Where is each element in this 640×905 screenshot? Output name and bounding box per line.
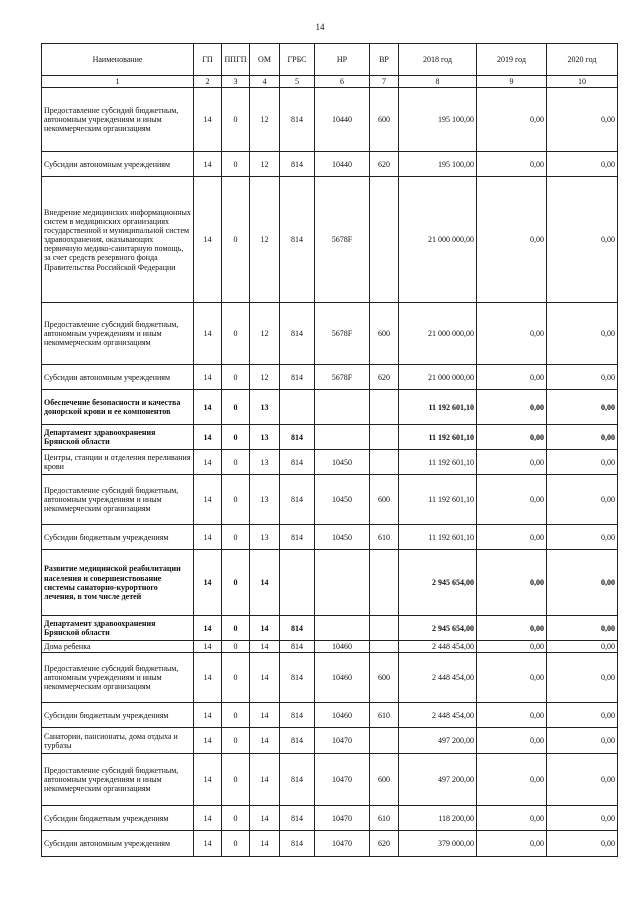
row-ppgp-cell: 0 xyxy=(222,831,250,857)
row-2018-cell: 497 200,00 xyxy=(399,754,477,806)
column-number: 3 xyxy=(222,76,250,88)
row-vr-cell xyxy=(370,425,399,450)
row-vr-cell: 610 xyxy=(370,703,399,728)
row-name-cell: Дома ребенка xyxy=(42,641,194,653)
row-gp-cell: 14 xyxy=(194,450,222,475)
row-gp-cell: 14 xyxy=(194,728,222,754)
row-grbs-cell: 814 xyxy=(280,754,315,806)
row-2020-cell: 0,00 xyxy=(547,303,618,365)
row-om-cell: 12 xyxy=(250,365,280,390)
row-nr-cell xyxy=(315,550,370,616)
row-name-cell: Предоставление субсидий бюджетным, автономным учреждениям и иным некоммерческим организациям xyxy=(42,88,194,152)
table-row xyxy=(42,425,618,450)
row-ppgp-cell: 0 xyxy=(222,450,250,475)
row-grbs-cell: 814 xyxy=(280,88,315,152)
row-nr-cell: 5678F xyxy=(315,177,370,303)
row-2018-cell: 21 000 000,00 xyxy=(399,303,477,365)
row-2018-cell: 2 945 654,00 xyxy=(399,616,477,641)
row-2019-cell: 0,00 xyxy=(477,450,547,475)
column-number-row xyxy=(42,76,618,88)
row-2018-cell: 21 000 000,00 xyxy=(399,177,477,303)
row-ppgp-cell: 0 xyxy=(222,365,250,390)
table-row xyxy=(42,88,618,152)
row-om-cell: 13 xyxy=(250,475,280,525)
row-vr-cell xyxy=(370,177,399,303)
row-2020-cell: 0,00 xyxy=(547,728,618,754)
row-grbs-cell: 814 xyxy=(280,303,315,365)
header-vr: ВР xyxy=(370,44,399,76)
row-2019-cell: 0,00 xyxy=(477,303,547,365)
row-name-cell: Департамент здравоохранения Брянской области xyxy=(42,616,194,641)
row-name-cell: Санатории, пансионаты, дома отдыха и турбазы xyxy=(42,728,194,754)
row-name-cell: Центры, станции и отделения переливания крови xyxy=(42,450,194,475)
row-2018-cell: 2 448 454,00 xyxy=(399,653,477,703)
budget-table xyxy=(41,43,618,857)
row-2019-cell: 0,00 xyxy=(477,152,547,177)
row-vr-cell xyxy=(370,616,399,641)
row-grbs-cell: 814 xyxy=(280,616,315,641)
row-2019-cell: 0,00 xyxy=(477,754,547,806)
header-2018: 2018 год xyxy=(399,44,477,76)
table-row xyxy=(42,550,618,616)
row-nr-cell: 10450 xyxy=(315,450,370,475)
row-2019-cell: 0,00 xyxy=(477,475,547,525)
row-name-cell: Предоставление субсидий бюджетным, автономным учреждениям и иным некоммерческим организациям xyxy=(42,303,194,365)
row-2018-cell: 11 192 601,10 xyxy=(399,525,477,550)
row-gp-cell: 14 xyxy=(194,806,222,831)
row-2019-cell: 0,00 xyxy=(477,550,547,616)
row-gp-cell: 14 xyxy=(194,616,222,641)
table-row xyxy=(42,703,618,728)
row-2019-cell: 0,00 xyxy=(477,831,547,857)
row-2019-cell: 0,00 xyxy=(477,728,547,754)
header-gp: ГП xyxy=(194,44,222,76)
table-row xyxy=(42,450,618,475)
row-2020-cell: 0,00 xyxy=(547,653,618,703)
row-gp-cell: 14 xyxy=(194,831,222,857)
row-gp-cell: 14 xyxy=(194,303,222,365)
row-gp-cell: 14 xyxy=(194,390,222,425)
row-om-cell: 14 xyxy=(250,754,280,806)
row-ppgp-cell: 0 xyxy=(222,616,250,641)
column-number: 6 xyxy=(315,76,370,88)
row-2020-cell: 0,00 xyxy=(547,525,618,550)
row-vr-cell: 600 xyxy=(370,475,399,525)
header-2019: 2019 год xyxy=(477,44,547,76)
row-grbs-cell: 814 xyxy=(280,152,315,177)
row-grbs-cell: 814 xyxy=(280,475,315,525)
row-om-cell: 13 xyxy=(250,525,280,550)
row-2020-cell: 0,00 xyxy=(547,152,618,177)
row-name-cell: Обеспечение безопасности и качества донорской крови и ее компонентов xyxy=(42,390,194,425)
row-2018-cell: 11 192 601,10 xyxy=(399,450,477,475)
row-vr-cell: 620 xyxy=(370,831,399,857)
row-nr-cell: 10450 xyxy=(315,475,370,525)
row-om-cell: 14 xyxy=(250,616,280,641)
header-grbs: ГРБС xyxy=(280,44,315,76)
table-row xyxy=(42,831,618,857)
row-grbs-cell: 814 xyxy=(280,641,315,653)
row-name-cell: Предоставление субсидий бюджетным, автономным учреждениям и иным некоммерческим организациям xyxy=(42,754,194,806)
row-2019-cell: 0,00 xyxy=(477,365,547,390)
row-ppgp-cell: 0 xyxy=(222,152,250,177)
table-row xyxy=(42,616,618,641)
row-om-cell: 14 xyxy=(250,806,280,831)
row-ppgp-cell: 0 xyxy=(222,88,250,152)
row-grbs-cell: 814 xyxy=(280,365,315,390)
row-2020-cell: 0,00 xyxy=(547,806,618,831)
row-2018-cell: 195 100,00 xyxy=(399,152,477,177)
row-nr-cell: 10450 xyxy=(315,525,370,550)
table-row xyxy=(42,365,618,390)
row-vr-cell: 610 xyxy=(370,525,399,550)
table-row xyxy=(42,475,618,525)
row-ppgp-cell: 0 xyxy=(222,475,250,525)
row-2018-cell: 11 192 601,10 xyxy=(399,475,477,525)
row-grbs-cell xyxy=(280,390,315,425)
row-gp-cell: 14 xyxy=(194,653,222,703)
row-nr-cell: 10460 xyxy=(315,653,370,703)
header-om: ОМ xyxy=(250,44,280,76)
row-vr-cell xyxy=(370,641,399,653)
row-gp-cell: 14 xyxy=(194,525,222,550)
row-vr-cell: 600 xyxy=(370,754,399,806)
row-nr-cell xyxy=(315,390,370,425)
row-name-cell: Предоставление субсидий бюджетным, автономным учреждениям и иным некоммерческим организациям xyxy=(42,475,194,525)
row-2019-cell: 0,00 xyxy=(477,703,547,728)
row-gp-cell: 14 xyxy=(194,754,222,806)
row-om-cell: 13 xyxy=(250,425,280,450)
row-om-cell: 14 xyxy=(250,703,280,728)
row-2020-cell: 0,00 xyxy=(547,754,618,806)
row-grbs-cell: 814 xyxy=(280,177,315,303)
row-grbs-cell: 814 xyxy=(280,703,315,728)
row-om-cell: 14 xyxy=(250,653,280,703)
row-om-cell: 13 xyxy=(250,390,280,425)
row-gp-cell: 14 xyxy=(194,365,222,390)
row-vr-cell xyxy=(370,550,399,616)
row-2020-cell: 0,00 xyxy=(547,88,618,152)
row-om-cell: 13 xyxy=(250,450,280,475)
row-vr-cell xyxy=(370,390,399,425)
row-vr-cell xyxy=(370,728,399,754)
row-nr-cell: 10440 xyxy=(315,152,370,177)
row-name-cell: Предоставление субсидий бюджетным, автономным учреждениям и иным некоммерческим организациям xyxy=(42,653,194,703)
row-nr-cell xyxy=(315,616,370,641)
row-om-cell: 12 xyxy=(250,177,280,303)
row-name-cell: Развитие медицинской реабилитации населения и совершенствование системы санаторно-курортного лечения, в том числе детей xyxy=(42,550,194,616)
table-row xyxy=(42,653,618,703)
row-nr-cell: 5678F xyxy=(315,303,370,365)
row-name-cell: Субсидии автономным учреждениям xyxy=(42,831,194,857)
row-2018-cell: 379 000,00 xyxy=(399,831,477,857)
row-nr-cell: 10470 xyxy=(315,728,370,754)
row-vr-cell: 620 xyxy=(370,152,399,177)
row-2018-cell: 497 200,00 xyxy=(399,728,477,754)
row-gp-cell: 14 xyxy=(194,152,222,177)
row-name-cell: Субсидии автономным учреждениям xyxy=(42,152,194,177)
row-2020-cell: 0,00 xyxy=(547,177,618,303)
row-grbs-cell xyxy=(280,550,315,616)
row-2018-cell: 118 200,00 xyxy=(399,806,477,831)
row-ppgp-cell: 0 xyxy=(222,525,250,550)
row-name-cell: Субсидии автономным учреждениям xyxy=(42,365,194,390)
row-2019-cell: 0,00 xyxy=(477,653,547,703)
row-vr-cell: 620 xyxy=(370,365,399,390)
row-2019-cell: 0,00 xyxy=(477,390,547,425)
row-2019-cell: 0,00 xyxy=(477,616,547,641)
row-om-cell: 12 xyxy=(250,303,280,365)
row-ppgp-cell: 0 xyxy=(222,177,250,303)
row-2020-cell: 0,00 xyxy=(547,550,618,616)
row-2020-cell: 0,00 xyxy=(547,365,618,390)
table-row xyxy=(42,728,618,754)
row-name-cell: Внедрение медицинских информационных систем в медицинских организациях государственной и муниципальной систем здравоохранения, оказывающих первичную медико-санитарную помощь, за счет средств резервного фонда Правительства Российской Федерации xyxy=(42,177,194,303)
row-ppgp-cell: 0 xyxy=(222,390,250,425)
row-2020-cell: 0,00 xyxy=(547,831,618,857)
row-gp-cell: 14 xyxy=(194,550,222,616)
table-row xyxy=(42,754,618,806)
row-2018-cell: 195 100,00 xyxy=(399,88,477,152)
row-om-cell: 14 xyxy=(250,728,280,754)
row-2020-cell: 0,00 xyxy=(547,616,618,641)
header-ppgp: ППГП xyxy=(222,44,250,76)
header-row xyxy=(42,44,618,76)
column-number: 10 xyxy=(547,76,618,88)
row-gp-cell: 14 xyxy=(194,88,222,152)
column-number: 9 xyxy=(477,76,547,88)
row-gp-cell: 14 xyxy=(194,425,222,450)
row-2019-cell: 0,00 xyxy=(477,806,547,831)
row-2018-cell: 2 448 454,00 xyxy=(399,703,477,728)
table-row xyxy=(42,525,618,550)
header-name: Наименование xyxy=(42,44,194,76)
row-nr-cell: 10460 xyxy=(315,703,370,728)
row-ppgp-cell: 0 xyxy=(222,653,250,703)
row-grbs-cell: 814 xyxy=(280,525,315,550)
row-ppgp-cell: 0 xyxy=(222,754,250,806)
row-ppgp-cell: 0 xyxy=(222,641,250,653)
row-gp-cell: 14 xyxy=(194,177,222,303)
row-2019-cell: 0,00 xyxy=(477,425,547,450)
column-number: 2 xyxy=(194,76,222,88)
row-2020-cell: 0,00 xyxy=(547,475,618,525)
table-body xyxy=(42,88,618,857)
row-2020-cell: 0,00 xyxy=(547,450,618,475)
row-vr-cell xyxy=(370,450,399,475)
table-row xyxy=(42,641,618,653)
column-number: 1 xyxy=(42,76,194,88)
row-2018-cell: 11 192 601,10 xyxy=(399,390,477,425)
row-grbs-cell: 814 xyxy=(280,653,315,703)
table-row xyxy=(42,152,618,177)
row-grbs-cell: 814 xyxy=(280,450,315,475)
row-name-cell: Департамент здравоохранения Брянской области xyxy=(42,425,194,450)
row-vr-cell: 600 xyxy=(370,303,399,365)
row-nr-cell: 10470 xyxy=(315,754,370,806)
row-name-cell: Субсидии бюджетным учреждениям xyxy=(42,703,194,728)
page-number: 14 xyxy=(315,22,325,32)
row-2019-cell: 0,00 xyxy=(477,177,547,303)
row-grbs-cell: 814 xyxy=(280,728,315,754)
row-grbs-cell: 814 xyxy=(280,831,315,857)
row-ppgp-cell: 0 xyxy=(222,550,250,616)
row-2019-cell: 0,00 xyxy=(477,641,547,653)
row-nr-cell: 10470 xyxy=(315,806,370,831)
row-gp-cell: 14 xyxy=(194,703,222,728)
row-om-cell: 12 xyxy=(250,152,280,177)
row-om-cell: 14 xyxy=(250,550,280,616)
row-nr-cell: 5678F xyxy=(315,365,370,390)
row-2020-cell: 0,00 xyxy=(547,641,618,653)
column-number: 8 xyxy=(399,76,477,88)
column-number: 5 xyxy=(280,76,315,88)
row-2018-cell: 2 945 654,00 xyxy=(399,550,477,616)
row-gp-cell: 14 xyxy=(194,475,222,525)
row-grbs-cell: 814 xyxy=(280,806,315,831)
row-om-cell: 14 xyxy=(250,831,280,857)
row-2020-cell: 0,00 xyxy=(547,390,618,425)
header-nr: НР xyxy=(315,44,370,76)
header-2020: 2020 год xyxy=(547,44,618,76)
row-2020-cell: 0,00 xyxy=(547,425,618,450)
row-grbs-cell: 814 xyxy=(280,425,315,450)
row-ppgp-cell: 0 xyxy=(222,806,250,831)
row-gp-cell: 14 xyxy=(194,641,222,653)
row-vr-cell: 600 xyxy=(370,88,399,152)
row-2019-cell: 0,00 xyxy=(477,525,547,550)
row-nr-cell: 10470 xyxy=(315,831,370,857)
row-ppgp-cell: 0 xyxy=(222,728,250,754)
table-row xyxy=(42,390,618,425)
row-vr-cell: 610 xyxy=(370,806,399,831)
row-name-cell: Субсидии бюджетным учреждениям xyxy=(42,525,194,550)
table-row xyxy=(42,806,618,831)
table-row xyxy=(42,303,618,365)
row-ppgp-cell: 0 xyxy=(222,425,250,450)
column-number: 7 xyxy=(370,76,399,88)
row-ppgp-cell: 0 xyxy=(222,303,250,365)
row-2018-cell: 11 192 601,10 xyxy=(399,425,477,450)
row-nr-cell xyxy=(315,425,370,450)
row-ppgp-cell: 0 xyxy=(222,703,250,728)
row-name-cell: Субсидии бюджетным учреждениям xyxy=(42,806,194,831)
table-row xyxy=(42,177,618,303)
row-2018-cell: 2 448 454,00 xyxy=(399,641,477,653)
row-om-cell: 12 xyxy=(250,88,280,152)
column-number: 4 xyxy=(250,76,280,88)
row-nr-cell: 10440 xyxy=(315,88,370,152)
row-2018-cell: 21 000 000,00 xyxy=(399,365,477,390)
row-vr-cell: 600 xyxy=(370,653,399,703)
row-2020-cell: 0,00 xyxy=(547,703,618,728)
row-nr-cell: 10460 xyxy=(315,641,370,653)
row-2019-cell: 0,00 xyxy=(477,88,547,152)
row-om-cell: 14 xyxy=(250,641,280,653)
